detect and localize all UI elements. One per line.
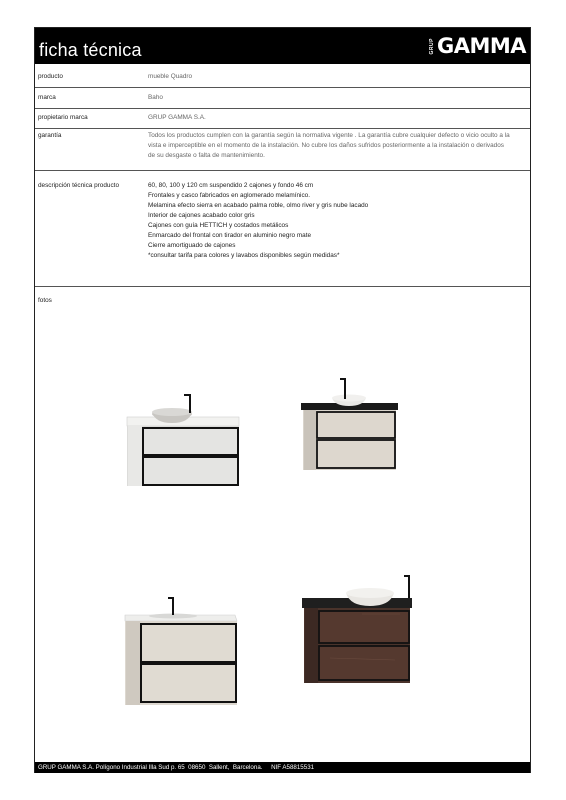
field-value: mueble Quadro	[148, 73, 193, 80]
gamma-logo	[429, 36, 526, 56]
field-label: descripción técnica producto	[38, 182, 119, 189]
divider	[35, 108, 530, 109]
field-value	[148, 131, 526, 161]
field-label: garantía	[38, 132, 62, 139]
description-line: Interior de cajones acabado color gris	[148, 212, 255, 219]
warranty-line: de su desgaste o falta de mantenimiento.	[148, 152, 265, 159]
field-value: GRUP GAMMA S.A.	[148, 114, 206, 121]
description-line: Frontales y casco fabricados en aglomerado melamínico.	[148, 192, 310, 199]
logo-grup-text: GRUP	[428, 37, 435, 55]
page-title: ficha técnica	[39, 40, 142, 60]
warranty-line: Todos los productos cumplen con la garantía según la normativa vigente . La garantía cubre cualquier defecto o vicio oculto a la	[148, 132, 510, 139]
field-value: Baho	[148, 94, 163, 101]
description-line: Cajones con guía HETTICH y costados metálicos	[148, 222, 289, 229]
description-line: 60, 80, 100 y 120 cm suspendido 2 cajones y fondo 46 cm	[148, 182, 314, 189]
footer-bar	[35, 762, 530, 773]
header-bar	[35, 28, 530, 64]
warranty-line: vista e imperceptible en el momento de la instalación. No cubre los daños sufridos posteriormente a la instalación o derivados	[148, 142, 504, 149]
divider	[35, 286, 530, 287]
divider	[35, 128, 530, 129]
divider	[35, 87, 530, 88]
field-label: marca	[38, 94, 56, 101]
field-label: propietario marca	[38, 114, 88, 121]
description-line: *consultar tarifa para colores y lavabos disponibles según medidas*	[148, 252, 340, 259]
footer-address: GRUP GAMMA S.A. Polígono Industrial Illa Sud p. 65 08650 Sallent, Barcelona. NIF A58815531	[38, 764, 315, 771]
logo-gamma-text: GAMMA	[436, 34, 526, 58]
field-label: producto	[38, 73, 63, 80]
description-line: Cierre amortiguado de cajones	[148, 242, 236, 249]
spec-sheet	[34, 27, 531, 773]
description-line: Enmarcado del frontal con tirador en aluminio negro mate	[148, 232, 312, 239]
product-photo-light-wood-integrated	[123, 593, 243, 708]
product-photo-dark-wood-black-top	[300, 568, 415, 688]
description-line: Melamina efecto sierra en acabado palma roble, olmo river y gris nube lacado	[148, 202, 369, 209]
product-photo-light-wood-black-top	[299, 373, 404, 473]
product-photo-white-vessel	[125, 383, 245, 488]
field-label: fotos	[38, 297, 52, 304]
description-lines	[148, 181, 526, 261]
divider	[35, 170, 530, 171]
